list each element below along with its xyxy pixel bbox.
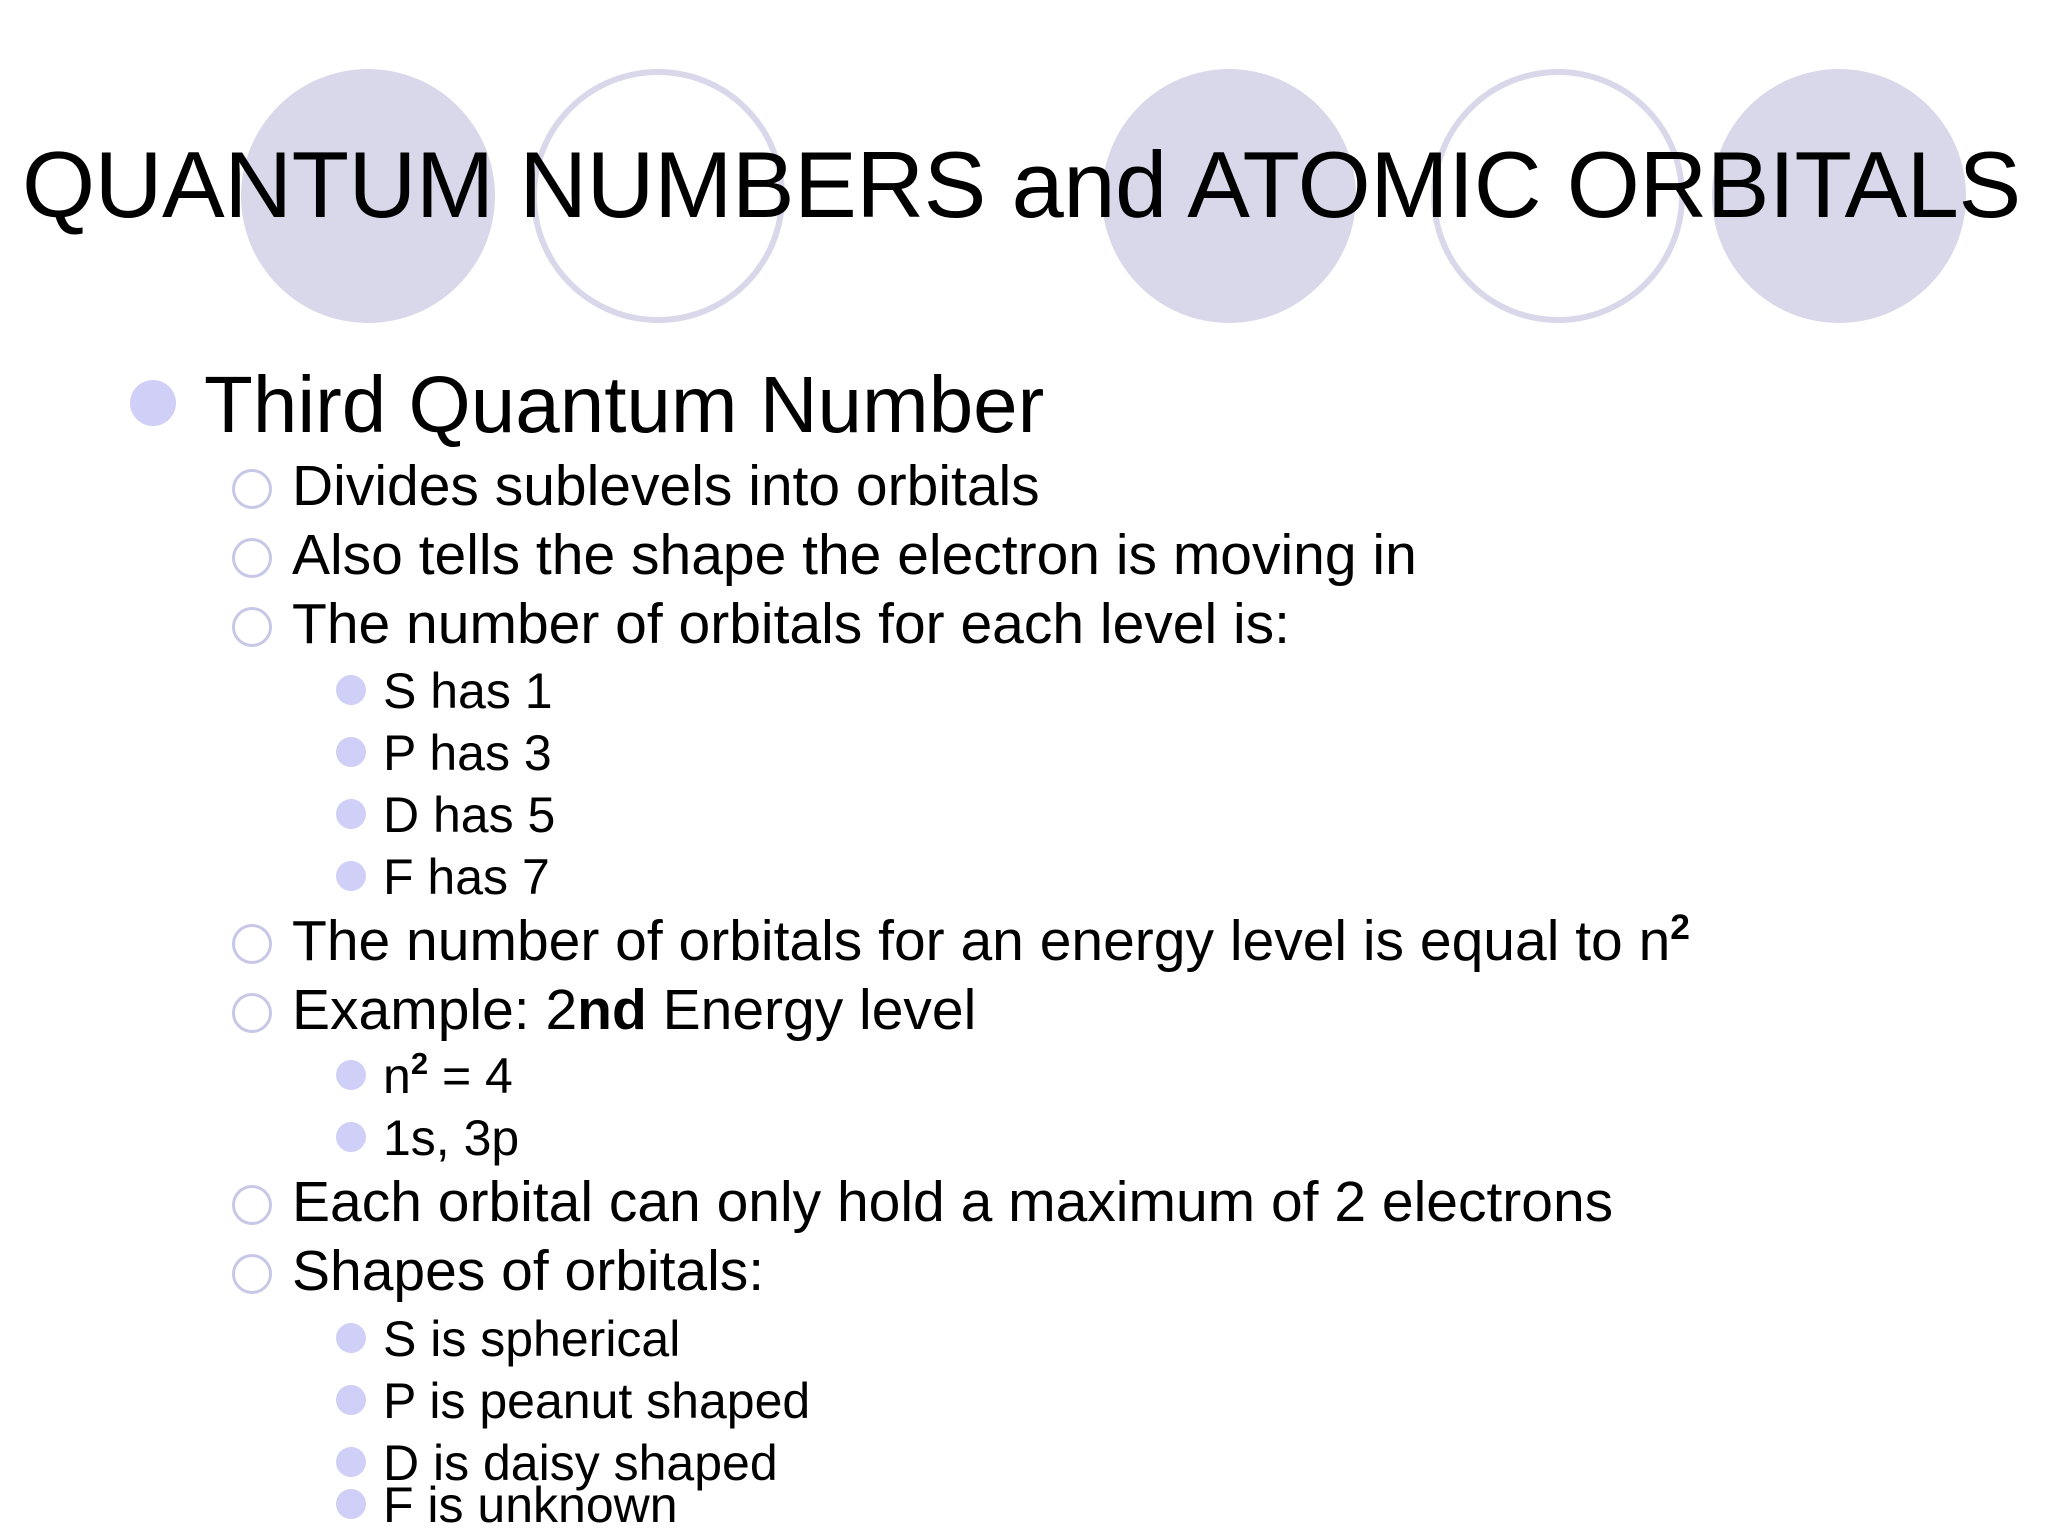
small-bullet-icon [336, 1489, 366, 1519]
bullet-text: D has 5 [383, 787, 556, 843]
example-emphasis: nd [577, 978, 647, 1042]
small-bullet-icon [336, 799, 366, 829]
bullet-text: The number of orbitals for an energy level is equal to n [292, 909, 1671, 973]
bullet-text: Each orbital can only hold a maximum of 2 electrons [292, 1170, 1614, 1234]
bullet-text: F has 7 [383, 849, 550, 905]
bullet-text: Shapes of orbitals: [292, 1239, 765, 1303]
bullet-third-quantum-number [204, 360, 1045, 449]
bullet-text: P has 3 [383, 725, 552, 781]
bullet-divides-sublevels [292, 454, 1040, 518]
hollow-bullet-icon [232, 1254, 272, 1294]
sub-bullet-s-shape [383, 1311, 681, 1367]
sub-bullet-f-count [383, 849, 550, 905]
bullet-text: The number of orbitals for each level is: [292, 592, 1290, 656]
example-prefix: Example: 2 [292, 978, 578, 1042]
small-bullet-icon [336, 1323, 366, 1353]
sub-bullet-n-squared [383, 1046, 513, 1104]
hollow-bullet-icon [232, 538, 272, 578]
bullet-text: S is spherical [383, 1311, 681, 1367]
filled-bullet-icon [130, 380, 176, 426]
bullet-text: S has 1 [383, 663, 553, 719]
small-bullet-icon [336, 1385, 366, 1415]
sub-bullet-orbitals [383, 1110, 520, 1166]
bullet-text: F is unknown [383, 1477, 678, 1533]
bullet-text: P is peanut shaped [383, 1373, 811, 1429]
bullet-example [292, 978, 977, 1042]
small-bullet-icon [336, 675, 366, 705]
bullet-max-electrons [292, 1170, 1614, 1234]
slide-title: QUANTUM NUMBERS and ATOMIC ORBITALS [22, 132, 2021, 237]
bullet-text: Divides sublevels into orbitals [292, 454, 1040, 518]
superscript-two: 2 [410, 1046, 429, 1082]
bullet-shapes-intro [292, 1239, 765, 1303]
bullet-orbital-count-intro [292, 592, 1290, 656]
small-bullet-icon [336, 1122, 366, 1152]
superscript-two: 2 [1670, 907, 1690, 947]
small-bullet-icon [336, 1447, 366, 1477]
bullet-text: 1s, 3p [383, 1110, 520, 1166]
bullet-text: Also tells the shape the electron is moving in [292, 523, 1417, 587]
hollow-bullet-icon [232, 607, 272, 647]
sub-bullet-s-count [383, 663, 553, 719]
hollow-bullet-icon [232, 469, 272, 509]
bullet-shape-of-motion [292, 523, 1417, 587]
hollow-bullet-icon [232, 993, 272, 1033]
bullet-text: Third Quantum Number [204, 360, 1045, 449]
n-base: n [383, 1048, 411, 1104]
bullet-energy-level-rule [292, 907, 1690, 973]
hollow-bullet-icon [232, 924, 272, 964]
small-bullet-icon [336, 737, 366, 767]
sub-bullet-p-shape [383, 1373, 811, 1429]
small-bullet-icon [336, 1060, 366, 1090]
bullet-text: D is daisy shaped [383, 1435, 778, 1491]
example-suffix: Energy level [646, 978, 977, 1042]
n-squared-rest: = 4 [428, 1048, 513, 1104]
small-bullet-icon [336, 861, 366, 891]
sub-bullet-f-shape [383, 1477, 678, 1533]
sub-bullet-d-count [383, 787, 556, 843]
hollow-bullet-icon [232, 1185, 272, 1225]
sub-bullet-p-count [383, 725, 552, 781]
